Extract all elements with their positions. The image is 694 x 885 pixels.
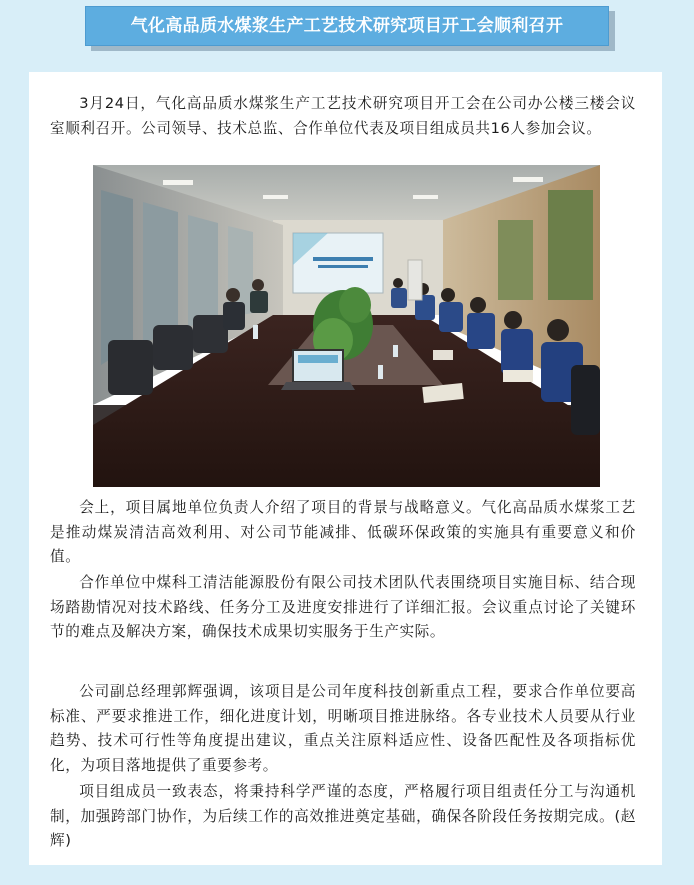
paragraph-intro: 3月24日，气化高品质水煤浆生产工艺技术研究项目开工会在公司办公楼三楼会议室顺利召开。公司领导、技术总监、合作单位代表及项目组成员共16人参加会议。 [50,95,636,137]
paragraph-background: 会上，项目属地单位负责人介绍了项目的背景与战略意义。气化高品质水煤浆工艺是推动煤炭清洁高效利用、对公司节能减排、低碳环保政策的实施具有重要意义和价值。 [50,499,636,566]
paragraph-requirements: 公司副总经理郭辉强调，该项目是公司年度科技创新重点工程，要求合作单位要高标准、严要求推进工作，细化进度计划，明晰项目推进脉络。各专业技术人员要从行业趋势、技术可行性等角度提出建议，重点关注原料适应性、设备匹配性及各项指标优化，为项目落地提供了重要参考。 [50,683,636,774]
paragraph-conclusion: 项目组成员一致表态，将秉持科学严谨的态度，严格履行项目组责任分工与沟通机制，加强跨部门协作，为后续工作的高效推进奠定基础，确保各阶段任务按期完成。(赵辉) [50,783,636,850]
meeting-photo [93,165,600,487]
paragraph-partner-report: 合作单位中煤科工清洁能源股份有限公司技术团队代表围绕项目实施目标、结合现场踏勘情况对技术路线、任务分工及进度安排进行了详细汇报。会议重点讨论了关键环节的难点及解决方案，确保技术成果切实服务于生产实际。 [50,574,636,641]
article-title: 气化高品质水煤浆生产工艺技术研究项目开工会顺利召开 [85,6,609,46]
